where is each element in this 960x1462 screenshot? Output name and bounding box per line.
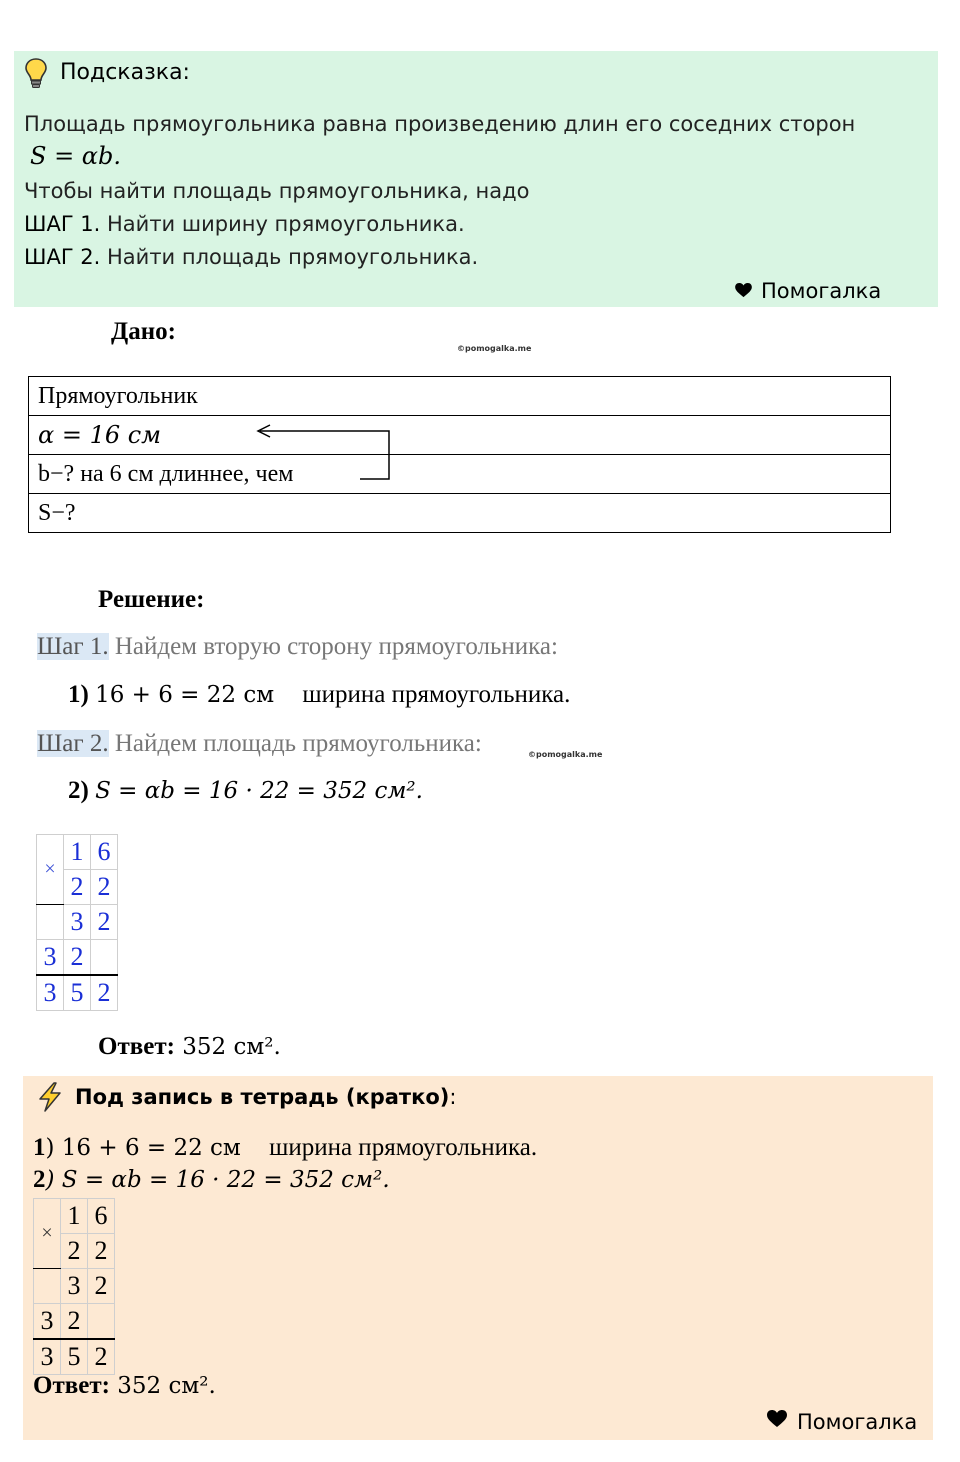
- step-1-text: Найдем вторую сторону прямоугольника:: [108, 633, 558, 660]
- grid-cell: 6: [91, 835, 118, 870]
- grid-cell: 2: [91, 905, 118, 940]
- grid-cell: [91, 940, 118, 976]
- notebook-answer-value: 352 см².: [109, 1373, 216, 1399]
- grid-cell: 3: [37, 940, 64, 976]
- hint-text-3: Чтобы найти площадь прямоугольника, надо: [24, 179, 530, 203]
- step-2-label: Шаг 2.: [37, 730, 109, 757]
- grid-cell: 2: [91, 870, 118, 905]
- watermark-2: ©pomogalka.me: [528, 750, 603, 759]
- notebook-line-2-num: 2: [33, 1166, 46, 1193]
- hint-step-1: [24, 212, 465, 236]
- grid-cell: 2: [64, 940, 91, 976]
- hint-formula: S = αb.: [30, 142, 122, 170]
- given-title: Дано:: [111, 318, 176, 345]
- calc-2: [68, 777, 423, 805]
- solution-step-1: [37, 633, 558, 661]
- hint-title: Подсказка:: [60, 60, 190, 85]
- hint-text-1: Площадь прямоугольника равна произведению длин его соседних сторон: [24, 112, 856, 136]
- hint-step-2: [24, 245, 478, 269]
- calc-1-expr: 16 + 6 = 22 см: [95, 682, 275, 708]
- notebook-line-2: [33, 1166, 390, 1194]
- grid-cell: 2: [88, 1269, 115, 1304]
- lightbulb-icon: [24, 57, 48, 89]
- calc-2-num: 2): [68, 777, 89, 804]
- given-row-s: S−?: [29, 494, 891, 533]
- notebook-title: Под запись в тетрадь (кратко): [75, 1085, 450, 1109]
- grid-cell: [34, 1269, 61, 1304]
- calc-1-num: 1): [68, 681, 89, 708]
- grid-cell: 5: [61, 1339, 88, 1375]
- hint-brand: Помогалка: [761, 279, 882, 303]
- grid-cell: 3: [37, 975, 64, 1011]
- hint-step-1-label: ШАГ 1.: [24, 212, 101, 236]
- notebook-colon: :: [449, 1085, 457, 1109]
- reference-arrow: [250, 420, 400, 490]
- grid-cell: 1: [64, 835, 91, 870]
- grid-cell: 3: [34, 1304, 61, 1340]
- notebook-line-2-expr: ) S = αb = 16 · 22 = 352 см².: [45, 1167, 390, 1193]
- grid-cell: 2: [88, 1234, 115, 1269]
- grid-cell: [88, 1304, 115, 1340]
- notebook-answer-label: Ответ:: [33, 1372, 110, 1399]
- calc-1-note: ширина прямоугольника.: [302, 681, 571, 708]
- notebook-line-1: [33, 1134, 537, 1162]
- answer: [98, 1033, 281, 1061]
- answer-label: Ответ:: [98, 1033, 175, 1060]
- notebook-multiplication-grid: [33, 1198, 115, 1375]
- lightning-icon: [34, 1081, 66, 1113]
- step-2-text: Найдем площадь прямоугольника:: [108, 730, 482, 757]
- grid-cell: 2: [88, 1339, 115, 1375]
- notebook-multiply-sign: ×: [34, 1199, 61, 1269]
- grid-cell: 2: [64, 870, 91, 905]
- watermark: ©pomogalka.me: [457, 344, 532, 353]
- grid-cell: 3: [64, 905, 91, 940]
- grid-cell: 1: [61, 1199, 88, 1234]
- notebook-line-1-note: ширина прямоугольника.: [269, 1134, 538, 1161]
- given-table: [28, 376, 891, 533]
- answer-value: 352 см².: [174, 1034, 281, 1060]
- heart-icon: [735, 283, 752, 298]
- grid-cell: 6: [88, 1199, 115, 1234]
- notebook-title-wrap: [75, 1085, 456, 1109]
- grid-cell: 2: [61, 1234, 88, 1269]
- multiplication-grid: [36, 834, 118, 1011]
- given-row-b: b−? на 6 см длиннее, чем: [29, 455, 891, 494]
- step-1-label: Шаг 1.: [37, 633, 109, 660]
- solution-title: Решение:: [98, 586, 205, 613]
- grid-cell: 3: [61, 1269, 88, 1304]
- grid-cell: 5: [64, 975, 91, 1011]
- notebook-line-1-num: 1: [33, 1134, 46, 1161]
- heart-icon: [767, 1410, 787, 1428]
- notebook-line-1-expr: ) 16 + 6 = 22 см: [45, 1135, 241, 1161]
- notebook-brand: Помогалка: [797, 1410, 918, 1434]
- notebook-answer: [33, 1372, 216, 1400]
- given-row-a: α = 16 см: [29, 416, 891, 455]
- multiply-sign: ×: [37, 835, 64, 905]
- grid-cell: 2: [61, 1304, 88, 1340]
- grid-cell: [37, 905, 64, 940]
- solution-step-2: [37, 730, 482, 758]
- grid-cell: 2: [91, 975, 118, 1011]
- grid-cell: 3: [34, 1339, 61, 1375]
- hint-step-1-text: Найти ширину прямоугольника.: [100, 212, 465, 236]
- hint-step-2-text: Найти площадь прямоугольника.: [100, 245, 479, 269]
- calc-1: [68, 681, 570, 709]
- given-row-shape: Прямоугольник: [29, 377, 891, 416]
- calc-2-expr: S = αb = 16 · 22 = 352 см².: [95, 778, 423, 804]
- hint-step-2-label: ШАГ 2.: [24, 245, 101, 269]
